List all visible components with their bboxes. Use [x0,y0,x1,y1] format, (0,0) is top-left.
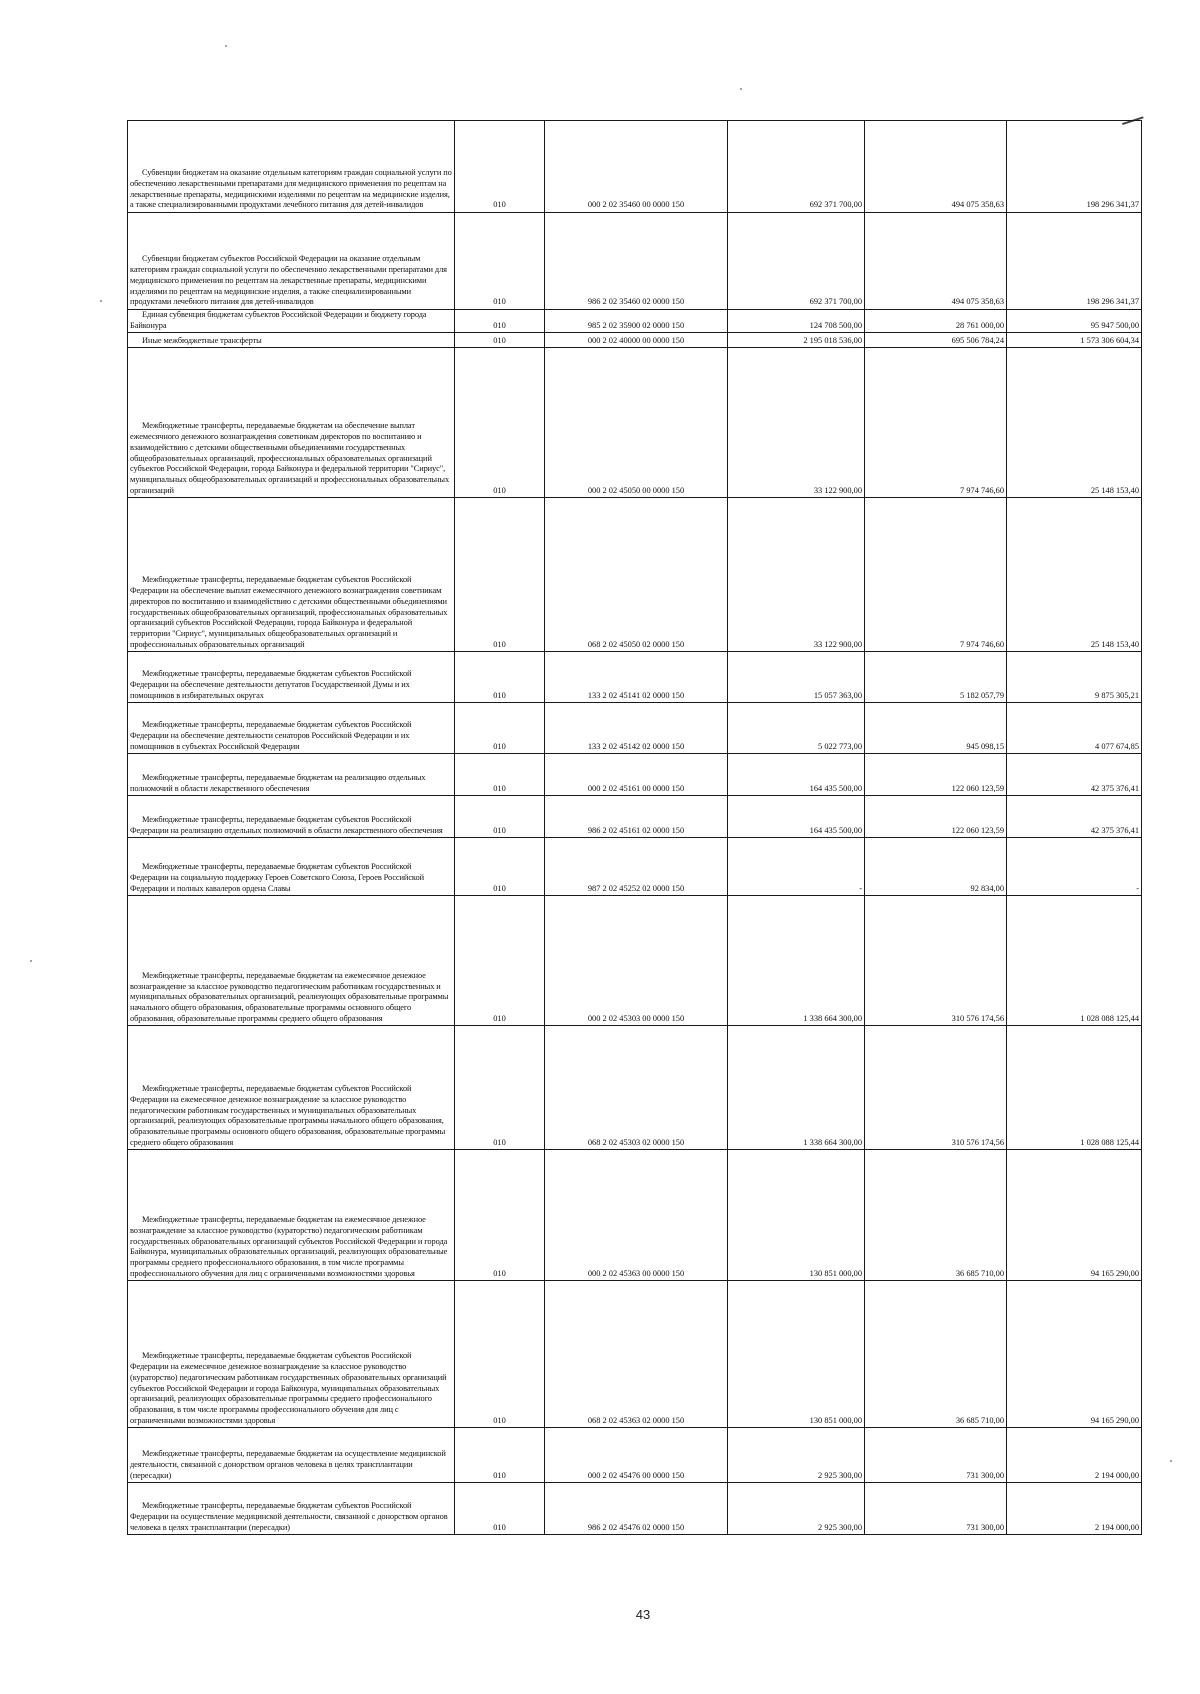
scan-speck [1170,1460,1172,1462]
table-row [128,121,1142,213]
table-row [128,310,1142,333]
admin-code: 010 [455,1026,545,1150]
remaining-amount: 4 077 674,85 [1007,703,1142,754]
row-name: Межбюджетные трансферты, передаваемые бюджетам субъектов Российской Федерации на социальную поддержку Героев Советского Союза, Героев Российской Федерации и полных кавалеров ордена Славы [128,838,455,896]
budget-classification-code: 133 2 02 45141 02 0000 150 [545,652,728,703]
executed-amount: 310 576 174,56 [865,1026,1007,1150]
remaining-amount: 94 165 290,00 [1007,1150,1142,1281]
admin-code: 010 [455,652,545,703]
executed-amount: 945 098,15 [865,703,1007,754]
admin-code: 010 [455,754,545,796]
budget-classification-code: 000 2 02 40000 00 0000 150 [545,333,728,348]
remaining-amount: 2 194 000,00 [1007,1428,1142,1483]
table-row [128,1026,1142,1150]
executed-amount: 494 075 358,63 [865,121,1007,213]
approved-amount: - [728,838,865,896]
approved-amount: 1 338 664 300,00 [728,1026,865,1150]
row-name: Межбюджетные трансферты, передаваемые бюджетам на ежемесячное денежное вознаграждение за классное руководство педагогическим работникам государственных и муниципальных образовательных организаций, реализующих образовательные программы начального общего образования, образовательные программы основного общего образования, образовательные программы среднего общего образования [128,896,455,1026]
budget-classification-code: 987 2 02 45252 02 0000 150 [545,838,728,896]
approved-amount: 692 371 700,00 [728,121,865,213]
budget-classification-code: 986 2 02 45476 02 0000 150 [545,1483,728,1535]
table-row [128,838,1142,896]
approved-amount: 2 195 018 536,00 [728,333,865,348]
approved-amount: 1 338 664 300,00 [728,896,865,1026]
remaining-amount: 2 194 000,00 [1007,1483,1142,1535]
admin-code: 010 [455,1150,545,1281]
approved-amount: 33 122 900,00 [728,498,865,652]
budget-classification-code: 000 2 02 35460 00 0000 150 [545,121,728,213]
executed-amount: 122 060 123,59 [865,796,1007,838]
approved-amount: 692 371 700,00 [728,213,865,310]
approved-amount: 33 122 900,00 [728,348,865,498]
row-name: Субвенции бюджетам субъектов Российской Федерации на оказание отдельным категориям граждан социальной услуги по обеспечению лекарственными препаратами для медицинского применения по рецептам на лекарственные препараты, медицинскими изделиями по рецептам на медицинские изделия, а также специализированными продуктами лечебного питания для детей-инвалидов [128,213,455,310]
budget-classification-code: 133 2 02 45142 02 0000 150 [545,703,728,754]
budget-classification-code: 000 2 02 45476 00 0000 150 [545,1428,728,1483]
remaining-amount: 25 148 153,40 [1007,348,1142,498]
row-name: Межбюджетные трансферты, передаваемые бюджетам на обеспечение выплат ежемесячного денежного вознаграждения советникам директоров по воспитанию и взаимодействию с детскими общественными объединениями государственных общеобразовательных организаций, профессиональных образовательных организаций субъектов Российской Федерации, города Байконура и федеральной территории "Сириус", муниципальных общеобразовательных организаций и профессиональных образовательных организаций [128,348,455,498]
table-row [128,498,1142,652]
table-row [128,348,1142,498]
remaining-amount: 42 375 376,41 [1007,796,1142,838]
remaining-amount: 42 375 376,41 [1007,754,1142,796]
budget-classification-code: 000 2 02 45363 00 0000 150 [545,1150,728,1281]
table-row [128,703,1142,754]
budget-execution-table [127,120,1142,1535]
admin-code: 010 [455,121,545,213]
row-name: Субвенции бюджетам на оказание отдельным категориям граждан социальной услуги по обеспечению лекарственными препаратами для медицинского применения по рецептам на лекарственные препараты, медицинскими изделиями по рецептам на медицинские изделия, а также специализированными продуктами лечебного питания для детей-инвалидов [128,121,455,213]
remaining-amount: 1 028 088 125,44 [1007,1026,1142,1150]
remaining-amount: 9 875 305,21 [1007,652,1142,703]
executed-amount: 731 300,00 [865,1483,1007,1535]
approved-amount: 130 851 000,00 [728,1150,865,1281]
approved-amount: 124 708 500,00 [728,310,865,333]
row-name: Межбюджетные трансферты, передаваемые бюджетам субъектов Российской Федерации на ежемесячное денежное вознаграждение за классное руководство (кураторство) педагогическим работникам государственных образовательных организаций субъектов Российской Федерации и города Байконура, муниципальных образовательных организаций, реализующих образовательные программы среднего профессионального образования, в том числе программы профессионального обучения для лиц с ограниченными возможностями здоровья [128,1281,455,1428]
executed-amount: 7 974 746,60 [865,498,1007,652]
admin-code: 010 [455,333,545,348]
remaining-amount: 1 573 306 604,34 [1007,333,1142,348]
budget-classification-code: 986 2 02 45161 02 0000 150 [545,796,728,838]
table-row [128,1483,1142,1535]
admin-code: 010 [455,896,545,1026]
budget-classification-code: 000 2 02 45050 00 0000 150 [545,348,728,498]
scan-speck [100,300,102,302]
executed-amount: 494 075 358,63 [865,213,1007,310]
executed-amount: 731 300,00 [865,1428,1007,1483]
row-name: Межбюджетные трансферты, передаваемые бюджетам субъектов Российской Федерации на обеспечение деятельности сенаторов Российской Федерации и их помощников в субъектах Российской Федерации [128,703,455,754]
table-row [128,1428,1142,1483]
table-row [128,1281,1142,1428]
admin-code: 010 [455,796,545,838]
row-name: Межбюджетные трансферты, передаваемые бюджетам субъектов Российской Федерации на ежемесячное денежное вознаграждение за классное руководство педагогическим работникам государственных и муниципальных образовательных организаций, реализующих образовательные программы начального общего образования, образовательные программы основного общего образования, образовательные программы среднего общего образования [128,1026,455,1150]
page-number: 43 [635,1607,651,1622]
admin-code: 010 [455,1281,545,1428]
executed-amount: 36 685 710,00 [865,1281,1007,1428]
row-name: Межбюджетные трансферты, передаваемые бюджетам субъектов Российской Федерации на реализацию отдельных полномочий в области лекарственного обеспечения [128,796,455,838]
admin-code: 010 [455,310,545,333]
remaining-amount: 25 148 153,40 [1007,498,1142,652]
approved-amount: 164 435 500,00 [728,796,865,838]
budget-classification-code: 986 2 02 35460 02 0000 150 [545,213,728,310]
table-row [128,213,1142,310]
executed-amount: 92 834,00 [865,838,1007,896]
approved-amount: 2 925 300,00 [728,1483,865,1535]
budget-classification-code: 068 2 02 45050 02 0000 150 [545,498,728,652]
admin-code: 010 [455,703,545,754]
row-name: Межбюджетные трансферты, передаваемые бюджетам на ежемесячное денежное вознаграждение за классное руководство (кураторство) педагогическим работникам государственных образовательных организаций субъектов Российской Федерации и города Байконура, муниципальных образовательных организаций, реализующих образовательные программы среднего профессионального образования, в том числе программы профессионального обучения для лиц с ограниченными возможностями здоровья [128,1150,455,1281]
budget-classification-code: 068 2 02 45363 02 0000 150 [545,1281,728,1428]
table-row [128,652,1142,703]
approved-amount: 130 851 000,00 [728,1281,865,1428]
table-body [128,121,1142,1535]
row-name: Межбюджетные трансферты, передаваемые бюджетам на осуществление медицинской деятельности, связанной с донорством органов человека в целях трансплантации (пересадки) [128,1428,455,1483]
budget-classification-code: 000 2 02 45303 00 0000 150 [545,896,728,1026]
executed-amount: 7 974 746,60 [865,348,1007,498]
admin-code: 010 [455,1428,545,1483]
admin-code: 010 [455,498,545,652]
row-name: Межбюджетные трансферты, передаваемые бюджетам на реализацию отдельных полномочий в области лекарственного обеспечения [128,754,455,796]
scan-speck [30,960,32,962]
approved-amount: 15 057 363,00 [728,652,865,703]
row-name: Межбюджетные трансферты, передаваемые бюджетам субъектов Российской Федерации на обеспечение деятельности депутатов Государственной Думы и их помощников в избирательных округах [128,652,455,703]
row-name: Иные межбюджетные трансферты [128,333,455,348]
remaining-amount: 95 947 500,00 [1007,310,1142,333]
remaining-amount: 94 165 290,00 [1007,1281,1142,1428]
remaining-amount: 1 028 088 125,44 [1007,896,1142,1026]
admin-code: 010 [455,348,545,498]
approved-amount: 5 022 773,00 [728,703,865,754]
approved-amount: 2 925 300,00 [728,1428,865,1483]
row-name: Межбюджетные трансферты, передаваемые бюджетам субъектов Российской Федерации на обеспечение выплат ежемесячного денежного вознаграждения советникам директоров по воспитанию и взаимодействию с детскими общественными объединениями государственных общеобразовательных организаций, профессиональных образовательных организаций субъектов Российской Федерации, города Байконура и федеральной территории "Сириус", муниципальных общеобразовательных организаций и профессиональных образовательных организаций [128,498,455,652]
table-row [128,896,1142,1026]
table-row [128,1150,1142,1281]
admin-code: 010 [455,213,545,310]
budget-classification-code: 985 2 02 35900 02 0000 150 [545,310,728,333]
scan-speck [740,88,742,90]
table-row [128,796,1142,838]
budget-classification-code: 000 2 02 45161 00 0000 150 [545,754,728,796]
executed-amount: 310 576 174,56 [865,896,1007,1026]
remaining-amount: - [1007,838,1142,896]
executed-amount: 28 761 000,00 [865,310,1007,333]
admin-code: 010 [455,838,545,896]
executed-amount: 695 506 784,24 [865,333,1007,348]
approved-amount: 164 435 500,00 [728,754,865,796]
table-row [128,754,1142,796]
executed-amount: 5 182 057,79 [865,652,1007,703]
remaining-amount: 198 296 341,37 [1007,121,1142,213]
admin-code: 010 [455,1483,545,1535]
row-name: Межбюджетные трансферты, передаваемые бюджетам субъектов Российской Федерации на осуществление медицинской деятельности, связанной с донорством органов человека в целях трансплантации (пересадки) [128,1483,455,1535]
executed-amount: 122 060 123,59 [865,754,1007,796]
table-row [128,333,1142,348]
row-name: Единая субвенция бюджетам субъектов Российской Федерации и бюджету города Байконура [128,310,455,333]
scan-speck [225,45,227,47]
remaining-amount: 198 296 341,37 [1007,213,1142,310]
executed-amount: 36 685 710,00 [865,1150,1007,1281]
budget-classification-code: 068 2 02 45303 02 0000 150 [545,1026,728,1150]
